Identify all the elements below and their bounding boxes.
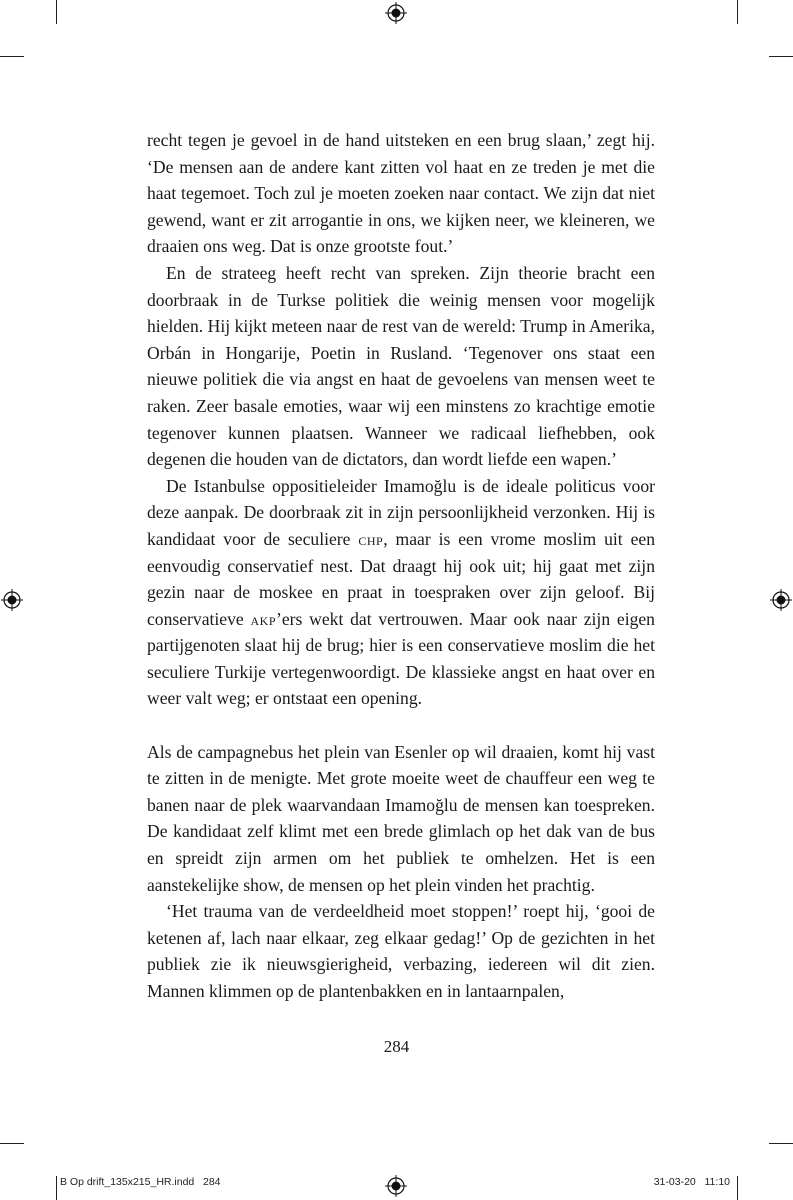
registration-mark-left-icon bbox=[1, 589, 23, 611]
paragraph bbox=[147, 127, 655, 260]
registration-mark-bottom-icon bbox=[385, 1175, 407, 1197]
paragraph-text: De Istanbulse oppositieleider Imamoğlu is de ideale politicus voor deze aanpak. De doorbraak zit in zijn persoonlijkheid verzonken. Hij is kandidaat voor de seculiere bbox=[147, 475, 655, 549]
crop-mark-right-bottom bbox=[769, 1143, 793, 1144]
paragraph-text: ‘Het trauma van de verdeeldheid moet stoppen!’ roept hij, ‘gooi de ketenen af, lach naar elkaar, zeg elkaar gedag!’ Op de gezichten in het publiek zie ik nieuwsgierigheid, verbazing, iedereen wil dit zien. Mannen klimmen op de plantenbakken en in lantaarnpalen, bbox=[147, 901, 655, 1001]
crop-mark-bottom-left bbox=[56, 1176, 57, 1200]
crop-mark-bottom-right bbox=[737, 1176, 738, 1200]
paragraph-text: , maar is een vrome moslim uit een eenvoudig conservatief nest. Dat draagt hij ook uit; hij gaat met zijn gezin naar de moskee en praat in toespraken over zijn geloof. Bij conservatieve bbox=[147, 528, 655, 629]
paragraph-text: recht tegen je gevoel in de hand uitsteken en een brug slaan,’ zegt hij. ‘De mensen aan de andere kant zitten vol haat en ze treden je met die haat tegemoet. Toch zul je moeten zoeken naar contact. We zijn dat niet gewend, want er zit arrogantie in ons, we kijken neer, we kleineren, we draaien ons weg. Dat is onze grootste fout.’ bbox=[147, 130, 655, 257]
crop-mark-left-bottom bbox=[0, 1143, 24, 1144]
crop-mark-left-top bbox=[0, 56, 24, 57]
body-text bbox=[147, 127, 655, 1005]
registration-mark-top-icon bbox=[385, 2, 407, 24]
paragraph-text: ’ers wekt dat vertrouwen. Maar ook naar zijn eigen partijgenoten slaat hij de brug; hier is een conservatieve moslim die het seculiere Turkije vertegenwoordigt. De klassieke angst en haat over en weer valt weg; er ontstaat een opening. bbox=[147, 608, 655, 709]
paragraph bbox=[147, 739, 655, 899]
acronym: akp bbox=[250, 608, 276, 629]
paragraph bbox=[147, 260, 655, 473]
page-number: 284 bbox=[383, 1037, 410, 1056]
paragraph-text: En de strateeg heeft recht van spreken. Zijn theorie bracht een doorbraak in de Turkse politiek die weinig mensen voor mogelijk hielden. Hij kijkt meteen naar de rest van de wereld: Trump in Amerika, Orbán in Hongarije, Poetin in Rusland. ‘Tegenover ons staat een nieuwe politiek die via angst en haat de gevoelens van mensen weet te raken. Zeer basale emoties, waar wij een minstens zo krachtige emotie tegenover kunnen plaatsen. Wanneer we radicaal liefhebben, ook degenen die houden van de dictators, dan wordt liefde een wapen.’ bbox=[147, 262, 655, 470]
paragraph-text: Als de campagnebus het plein van Esenler op wil draaien, komt hij vast te zitten in de menigte. Met grote moeite weet de chauffeur een weg te banen naar de plek waarvandaan Imamoğlu de mensen kan toespreken. De kandidaat zelf klimt met een brede glimlach op het dak van de bus en spreidt zijn armen om het publiek te omhelzen. Het is een aanstekelijke show, de mensen op het plein vinden het prachtig. bbox=[147, 741, 655, 895]
crop-mark-right-top bbox=[769, 56, 793, 57]
slug-file-info: B Op drift_135x215_HR.indd 284 bbox=[60, 1176, 221, 1188]
crop-mark-top-right bbox=[737, 0, 738, 24]
slug-date-time: 31-03-20 11:10 bbox=[653, 1176, 730, 1188]
registration-mark-right-icon bbox=[770, 589, 792, 611]
section-break bbox=[147, 712, 655, 739]
paragraph bbox=[147, 473, 655, 712]
crop-mark-top-left bbox=[56, 0, 57, 24]
acronym: chp bbox=[358, 528, 384, 549]
paragraph bbox=[147, 898, 655, 1004]
